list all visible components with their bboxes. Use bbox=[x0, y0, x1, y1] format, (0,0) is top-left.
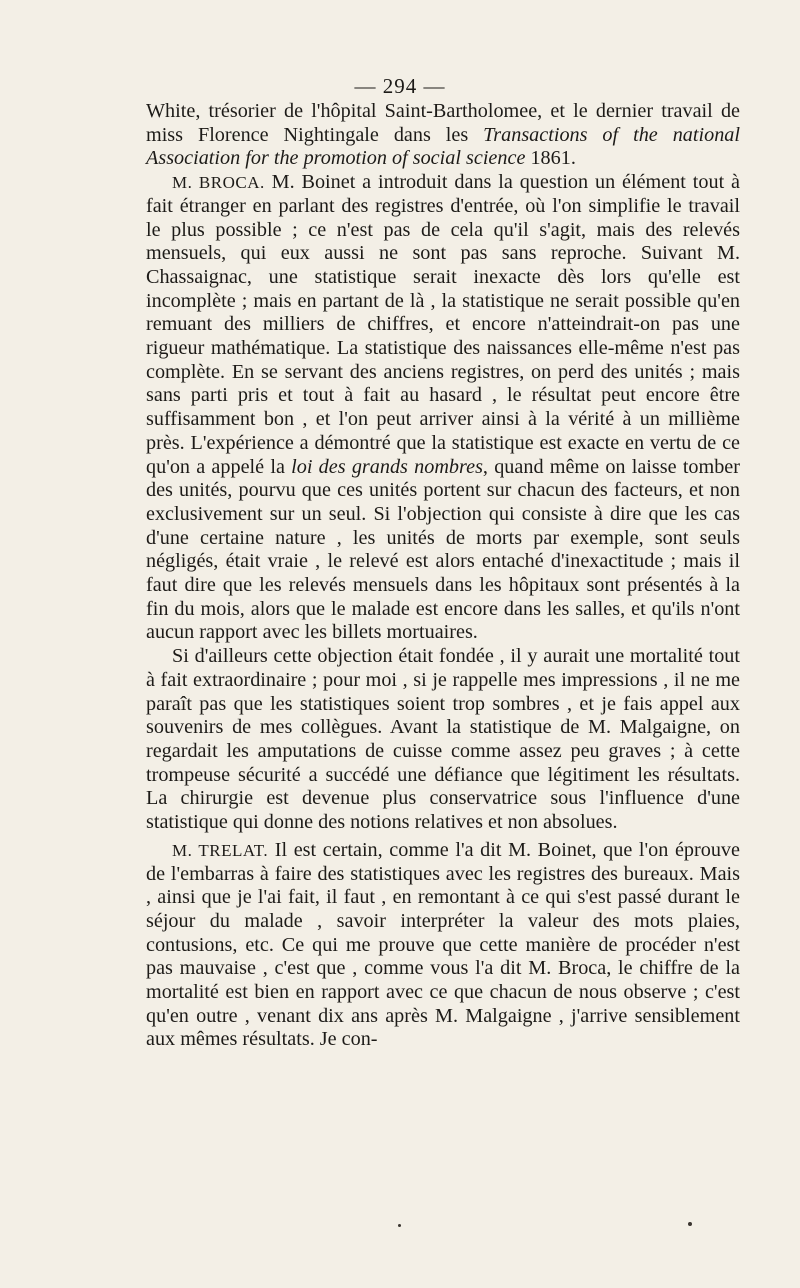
paragraph-3-text: Si d'ailleurs cette objection était fondée , il y aurait une mortalité tout à fait extraordinaire ; pour moi , si je rappelle mes impressions , il ne me paraît pas que les statistiques soient trop sombres , et je fais appel aux souvenirs de mes collègues. Avant la statistique de M. Malgaigne, on regardait les amputations de cuisse comme assez peu graves ; à cette trompeuse sécurité a succédé une défiance que légitiment les résultats. La chirurgie est devenue plus conservatrice sous l'influence d'une statistique qui donne des notions relatives et non absolues. bbox=[146, 645, 740, 834]
paragraph-4-text: Il est certain, comme l'a dit M. Boinet, que l'on éprouve de l'embarras à faire des statistiques avec les registres des bureaux. Mais , ainsi que je l'ai fait, il faut , en remontant à ce qui s'est passé durant le séjour du malade , savoir interpréter la valeur des mots plaies, contusions, etc. Ce qui me prouve que cette manière de procéder n'est pas mauvaise , c'est que , comme vous l'a dit M. Broca, le chiffre de la mortalité est bien en rapport avec ce que chacun de nous observe ; c'est qu'en outre , venant dix ans après M. Malgaigne , j'arrive sensiblement aux mêmes résultats. Je con- bbox=[146, 838, 740, 1051]
paragraph-1-text-b: 1861. bbox=[525, 147, 576, 170]
paragraph-1 bbox=[146, 100, 740, 171]
speaker-trelat: M. TRELAT. bbox=[172, 840, 269, 860]
paragraph-2-italic: loi des grands nombres bbox=[291, 455, 483, 478]
ink-speck bbox=[688, 1222, 692, 1226]
page-number: — 294 — bbox=[354, 74, 446, 98]
paragraph-1-text-a: White, trésorier de l'hôpital Saint-Bartholomee, et le dernier travail de miss Florence Nightingale dans les bbox=[146, 100, 740, 146]
paragraph-2-text-a: M. Boinet a introduit dans la question un élément tout à fait étranger en parlant des registres d'entrée, où l'on simplifie le travail le plus possible ; ce n'est pas de cela qu'il s'agit, mais des relevés mensuels, qui eux aussi ne sont pas sans reproche. Suivant M. Chassaignac, une statistique serait inexacte dès lors qu'elle est incomplète ; mais en partant de là , la statistique ne serait possible qu'en remuant des milliers de chiffres, et encore n'atteindrait-on pas une rigueur mathématique. La statistique des naissances elle-même n'est pas complète. En se servant des anciens registres, on perd des unités ; mais sans parti pris et tout à fait au hasard , le résultat peut encore être suffisamment bon , et l'on peut arriver ainsi à la vérité à un millième près. L'expérience a démontré que la statistique est exacte en vertu de ce qu'on a appelé la bbox=[146, 171, 741, 478]
paragraph-2-text-b: , quand même on laisse tomber des unités, pourvu que ces unités portent sur chacun des facteurs, et non exclusivement sur un seul. Si l'objection qui consiste à dire que les cas d'une certaine nature , les unités de morts par exemple, sont seuls négligés, était vraie , le relevé est alors entaché d'inexactitude ; mais il faut dire que les relevés mensuels dans les hôpitaux sont présentés à la fin du mois, alors que le malade est encore dans les salles, et qu'ils n'ont aucun rapport avec les billets mortuaires. bbox=[146, 455, 740, 644]
speaker-broca: M. BROCA. bbox=[172, 173, 265, 193]
paragraph-4 bbox=[146, 839, 740, 1052]
paragraph-2 bbox=[146, 171, 740, 645]
paragraph-1-italic: Transactions of the national Association for the promotion of social science bbox=[146, 123, 740, 170]
paragraph-3 bbox=[146, 645, 740, 835]
text-body bbox=[146, 100, 740, 1052]
ink-speck bbox=[398, 1224, 401, 1227]
